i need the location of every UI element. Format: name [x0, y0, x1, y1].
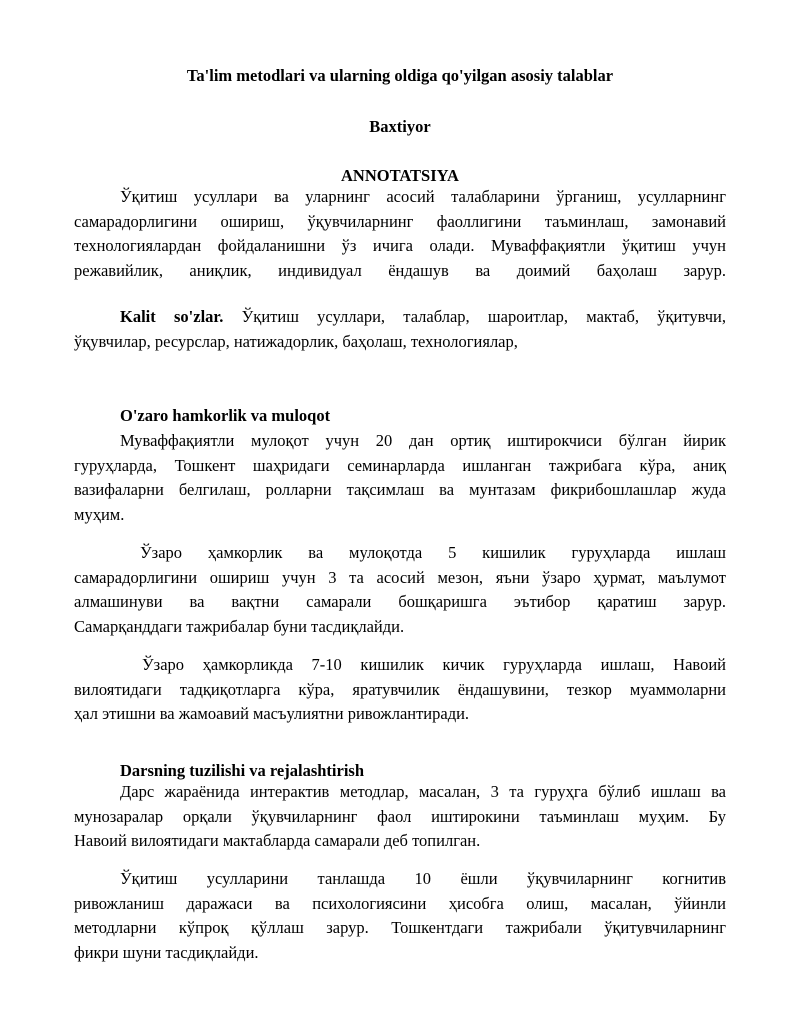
section1-paragraph-2: [74, 541, 726, 639]
paragraph-line: фикри шуни тасдиқлайди.: [74, 942, 259, 962]
section2-paragraph-1: [74, 780, 726, 854]
section2-paragraph-2: [74, 867, 726, 965]
paragraph-line: Навоий вилоятидаги мактабларда самарали деб топилган.: [74, 831, 481, 850]
section1-paragraph-1: [74, 429, 726, 527]
annotation-paragraph: [74, 185, 726, 283]
annotation-line: режавийлик, аниқлик, индивидуал ёндашув ва доимий баҳолаш зарур.: [74, 260, 726, 280]
document-title: Ta'lim metodlari va ularning oldiga qo'yilgan asosiy talablar: [186, 66, 614, 85]
keywords-line: [74, 305, 726, 330]
section-heading: O'zaro hamkorlik va muloqot: [120, 406, 331, 425]
paragraph-line: ривожланиш даражаси ва психологиясини ҳисобга олиш, масалан, ўйинли: [74, 893, 726, 913]
section1-paragraph-3: [74, 653, 726, 727]
paragraph-line: Самарқанддаги тажрибалар буни тасдиқлайди.: [74, 616, 405, 636]
paragraph-line: вилоятидаги тадқиқотларга кўра, яратувчилик ёндашувини, тезкор муаммоларни: [74, 679, 726, 699]
keywords-paragraph: [74, 305, 726, 354]
section-heading: Darsning tuzilishi va rejalashtirish: [120, 761, 365, 780]
paragraph-line: мунозаралар орқали ўқувчиларнинг фаол иштирокини таъминлаш муҳим. Бу: [74, 806, 726, 826]
paragraph-line: гуруҳларда, Тошкент шаҳридаги семинарларда ишланган тажрибага кўра, аниқ: [74, 455, 726, 475]
annotation-heading: ANNOTATSIYA: [341, 166, 459, 185]
author-name: Baxtiyor: [369, 117, 431, 136]
paragraph-line: Ўзаро ҳамкорлик ва мулоқотда 5 кишилик гуруҳларда ишлаш: [140, 543, 726, 562]
paragraph-line: ҳал этишни ва жамоавий масъулиятни ривожлантиради.: [74, 704, 470, 723]
annotation-line: самарадорлигини ошириш, ўқувчиларнинг фаоллигини таъминлаш, замонавий: [74, 211, 726, 231]
paragraph-line: Ўзаро ҳамкорликда 7-10 кишилик кичик гуруҳларда ишлаш, Навоий: [142, 655, 726, 674]
paragraph-line: алмашинуви ва вақтни самарали бошқаришга эътибор қаратиш зарур.: [74, 592, 726, 611]
keywords-line: ўқувчилар, ресурслар, натижадорлик, баҳолаш, технологиялар,: [74, 331, 518, 351]
annotation-line: технологиялардан фойдаланишни ўз ичига олади. Муваффақиятли ўқитиш учун: [74, 236, 726, 255]
paragraph-line: Муваффақиятли мулоқот учун 20 дан ортиқ иштирокчиси бўлган йирик: [120, 431, 726, 450]
paragraph-line: Дарс жараёнида интерактив методлар, масалан, 3 та гуруҳга бўлиб ишлаш ва: [120, 782, 726, 801]
paragraph-line: вазифаларни белгилаш, ролларни тақсимлаш ва мунтазам фикрибошлашлар жуда: [74, 480, 726, 499]
paragraph-line: Ўқитиш усулларини танлашда 10 ёшли ўқувчиларнинг когнитив: [120, 869, 726, 888]
paragraph-line: муҳим.: [74, 504, 125, 524]
paragraph-line: самарадорлигини ошириш учун 3 та асосий мезон, яъни ўзаро ҳурмат, маълумот: [74, 567, 726, 587]
annotation-line: Ўқитиш усуллари ва уларнинг асосий талабларини ўрганиш, усулларнинг: [120, 187, 726, 206]
keywords-label: Kalit so'zlar.: [120, 307, 224, 326]
paragraph-line: методларни кўпроқ қўллаш зарур. Тошкентдаги тажрибали ўқитувчиларнинг: [74, 918, 726, 937]
keywords-text: Ўқитиш усуллари, талаблар, шароитлар, мактаб, ўқитувчи,: [241, 307, 726, 326]
